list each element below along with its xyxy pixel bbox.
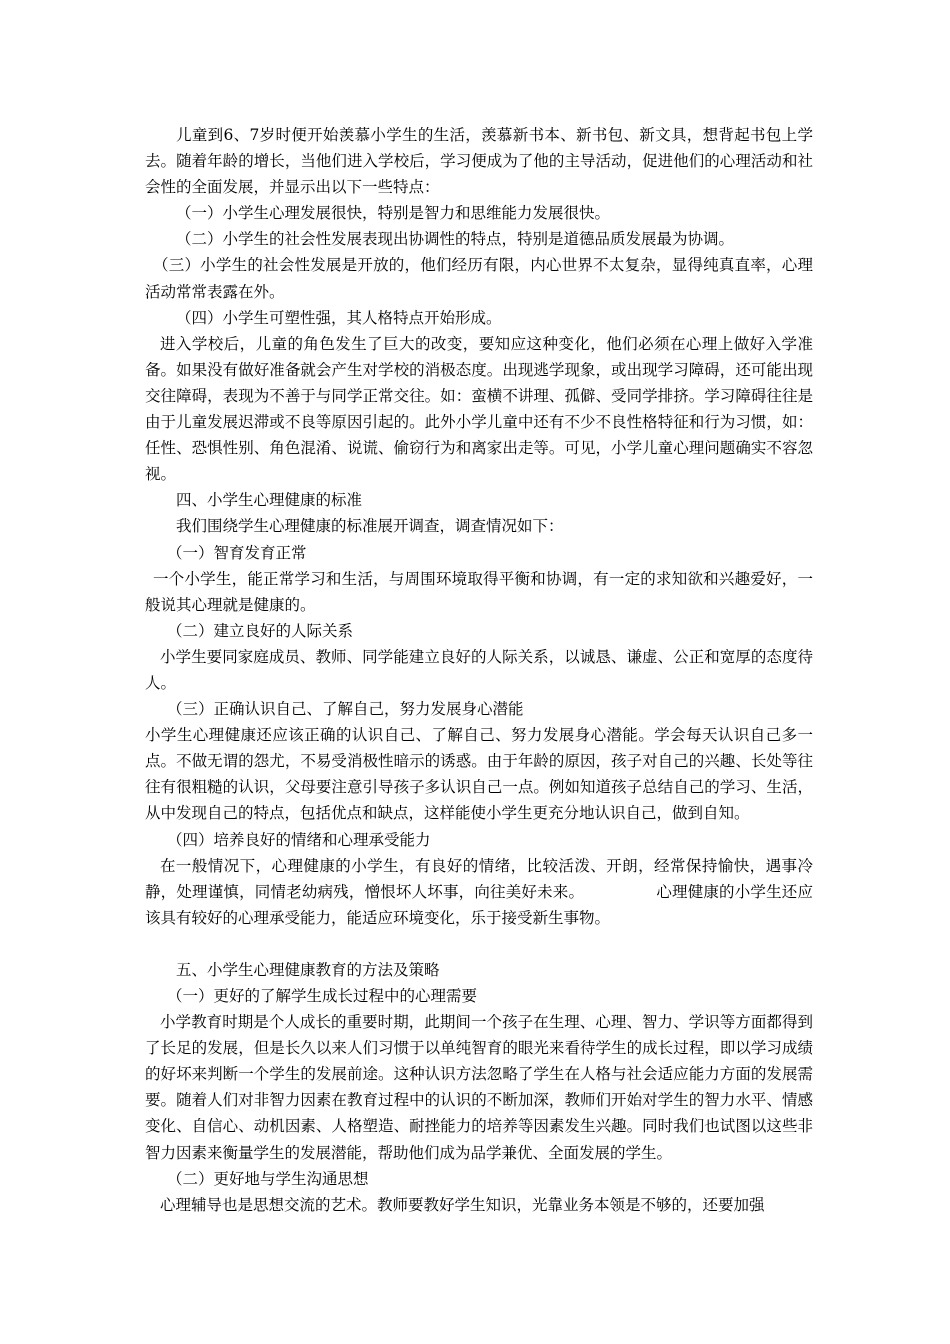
intro-paragraph: 儿童到6、7岁时便开始羡慕小学生的生活，羡慕新书本、新书包、新文具，想背起书包上学去。随着年龄的增长，当他们进入学校后，学习便成为了他的主导活动，促进他们的心理活动和社会性的全面发展，并显示出以下一些特点： xyxy=(145,126,813,197)
standard-paragraph-2: 小学生要同家庭成员、教师、同学能建立良好的人际关系，以诚恳、谦虚、公正和宽厚的态度待人。 xyxy=(145,647,813,692)
trait-item-2: （二）小学生的社会性发展表现出协调性的特点，特别是道德品质发展最为协调。 xyxy=(176,230,735,249)
section-heading-4: 四、小学生心理健康的标准 xyxy=(176,491,363,510)
method-paragraph-1: 小学教育时期是个人成长的重要时期，此期间一个孩子在生理、心理、智力、学识等方面都得到了长足的发展，但是长久以来人们习惯于以单纯智育的眼光来看待学生的成长过程，即以学习成绩的好坏来判断一个学生的发展前途。这种认识方法忽略了学生在人格与社会适应能力方面的发展需要。随着人们对非智力因素在教育过程中的认识的不断加深，教师们开始对学生的智力水平、情感变化、自信心、动机因素、人格塑造、耐挫能力的培养等因素发生兴趣。同时我们也试图以这些非智力因素来衡量学生的发展潜能，帮助他们成为品学兼优、全面发展的学生。 xyxy=(145,1013,813,1162)
standard-paragraph-1: 一个小学生，能正常学习和生活，与周围环境取得平衡和协调，有一定的求知欲和兴趣爱好，一般说其心理就是健康的。 xyxy=(145,569,813,614)
trait-item-1: （一）小学生心理发展很快，特别是智力和思维能力发展很快。 xyxy=(176,204,611,223)
trait-item-4: （四）小学生可塑性强，其人格特点开始形成。 xyxy=(176,308,502,327)
standard-heading-3: （三）正确认识自己、了解自己，努力发展身心潜能 xyxy=(167,700,524,719)
method-heading-1: （一）更好的了解学生成长过程中的心理需要 xyxy=(167,987,478,1005)
document-page xyxy=(145,122,813,1218)
section-heading-5: 五、小学生心理健康教育的方法及策略 xyxy=(176,960,440,979)
standard-heading-1: （一）智育发育正常 xyxy=(167,543,307,562)
standard-heading-4: （四）培养良好的情绪和心理承受能力 xyxy=(167,830,431,849)
standard-heading-2: （二）建立良好的人际关系 xyxy=(167,621,354,640)
standard-paragraph-3: 小学生心理健康还应该正确的认识自己、了解自己、努力发展身心潜能。学会每天认识自己多一点。不做无谓的怨尤，不易受消极性暗示的诱惑。由于年龄的原因，孩子对自己的兴趣、长处等往往有很粗糙的认识，父母要注意引导孩子多认识自己一点。例如知道孩子总结自己的学习、生活，从中发现自己的特点，包括优点和缺点，这样能使小学生更充分地认识自己，做到自知。 xyxy=(145,726,813,823)
blank-line xyxy=(145,931,813,957)
emotion-text: 在一般情况下，心理健康的小学生，有良好的情绪，比较活泼、开朗，经常保持愉快，遇事冷静，处理谨慎，同情老幼病残，憎恨坏人坏事，向往美好未来。 xyxy=(145,856,813,901)
trait-item-3: （三）小学生的社会性发展是开放的，他们经历有限，内心世界不太复杂，显得纯真直率，心理活动常常表露在外。 xyxy=(145,256,813,301)
standard-paragraph-4 xyxy=(145,853,813,931)
school-entry-paragraph: 进入学校后，儿童的角色发生了巨大的改变，要知应这种变化，他们必须在心理上做好入学准备。如果没有做好准备就会产生对学校的消极态度。出现逃学现象，或出现学习障碍，还可能出现交往障碍，表现为不善于与同学正常交往。如：蛮横不讲理、孤僻、受同学排挤。学习障碍往往是由于儿童发展迟滞或不良等原因引起的。此外小学儿童中还有不少不良性格特征和行为习惯，如：任性、恐惧性别、角色混淆、说谎、偷窃行为和离家出走等。可见，小学儿童心理问题确实不容忽视。 xyxy=(145,334,813,484)
survey-intro: 我们围绕学生心理健康的标准展开调查，调查情况如下： xyxy=(176,517,564,536)
resilience-text: 心理健康的小学生还应该具有较好的心理承受能力，能适应环境变化，乐于接受新生事物。 xyxy=(145,882,813,927)
method-paragraph-2: 心理辅导也是思想交流的艺术。教师要教好学生知识，光靠业务本领是不够的，还要加强 xyxy=(160,1195,765,1214)
method-heading-2: （二）更好地与学生沟通思想 xyxy=(167,1169,369,1188)
